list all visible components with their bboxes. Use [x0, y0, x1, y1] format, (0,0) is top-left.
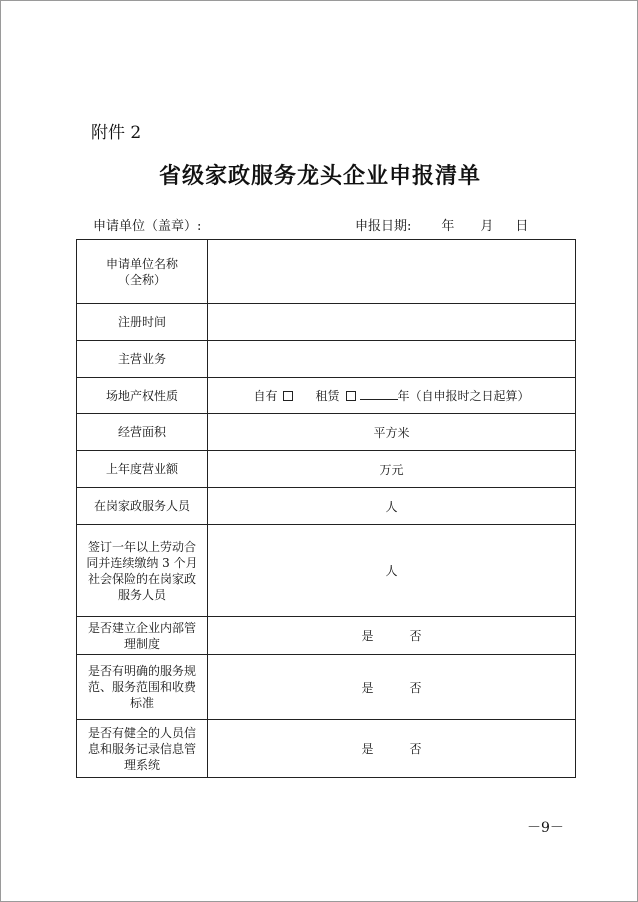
row-label-staff-on-duty: 在岗家政服务人员 — [77, 488, 208, 525]
no-option[interactable]: 否 — [409, 680, 422, 695]
row-label-contracted-staff: 签订一年以上劳动合同并连续缴纳 3 个月社会保险的在岗家政服务人员 — [77, 525, 208, 617]
row-label-main-business: 主营业务 — [77, 341, 208, 378]
company-name-field[interactable] — [208, 240, 576, 304]
last-year-revenue-field[interactable]: 万元 — [208, 451, 576, 488]
yes-option[interactable]: 是 — [361, 742, 374, 756]
yes-option[interactable]: 是 — [361, 680, 374, 695]
row-label-info-system: 是否有健全的人员信息和服务记录信息管理系统 — [77, 720, 208, 778]
row-label-registration-time: 注册时间 — [77, 304, 208, 341]
staff-on-duty-field[interactable]: 人 — [208, 488, 576, 525]
business-area-field[interactable]: 平方米 — [208, 414, 576, 451]
property-rights-field — [208, 378, 576, 414]
no-option[interactable]: 否 — [409, 629, 422, 643]
row-label-property-rights: 场地产权性质 — [77, 378, 208, 414]
application-form-table — [76, 239, 576, 778]
own-option-label: 自有 — [253, 389, 278, 403]
applicant-unit-label: 申请单位（盖章）: — [93, 219, 202, 234]
row-label-internal-management: 是否建立企业内部管理制度 — [77, 617, 208, 655]
table-row — [77, 240, 576, 304]
table-row — [77, 488, 576, 525]
rent-years-suffix: 年（自申报时之日起算） — [397, 389, 530, 403]
table-row — [77, 720, 576, 778]
table-row — [77, 341, 576, 378]
row-label-business-area: 经营面积 — [77, 414, 208, 451]
own-checkbox[interactable] — [283, 391, 293, 401]
apply-date-day: 日 — [515, 219, 529, 234]
row-label-service-standards: 是否有明确的服务规范、服务范围和收费标准 — [77, 655, 208, 720]
rent-option-label: 租赁 — [315, 389, 340, 403]
table-row — [77, 451, 576, 488]
info-system-field — [208, 720, 576, 778]
document-title: 省级家政服务龙头企业申报清单 — [158, 163, 481, 189]
row-label-company-name: 申请单位名称 （全称） — [77, 240, 208, 304]
apply-date-year: 年 — [441, 219, 455, 234]
main-business-field[interactable] — [208, 341, 576, 378]
table-row — [77, 378, 576, 414]
apply-date — [355, 215, 528, 234]
table-row — [77, 414, 576, 451]
apply-date-month: 月 — [480, 219, 494, 234]
service-standards-field — [208, 655, 576, 720]
rent-years-blank[interactable] — [360, 388, 398, 400]
yes-option[interactable]: 是 — [361, 629, 374, 643]
no-option[interactable]: 否 — [409, 742, 422, 756]
table-row — [77, 304, 576, 341]
page-number: －9－ — [527, 820, 564, 836]
attachment-label: 附件 2 — [91, 123, 142, 143]
contracted-staff-field[interactable]: 人 — [208, 525, 576, 617]
internal-management-field — [208, 617, 576, 655]
table-row — [77, 655, 576, 720]
registration-time-field[interactable] — [208, 304, 576, 341]
row-label-last-year-revenue: 上年度营业额 — [77, 451, 208, 488]
table-row — [77, 617, 576, 655]
rent-checkbox[interactable] — [346, 391, 356, 401]
apply-date-label: 申报日期: — [355, 219, 412, 234]
table-row — [77, 525, 576, 617]
